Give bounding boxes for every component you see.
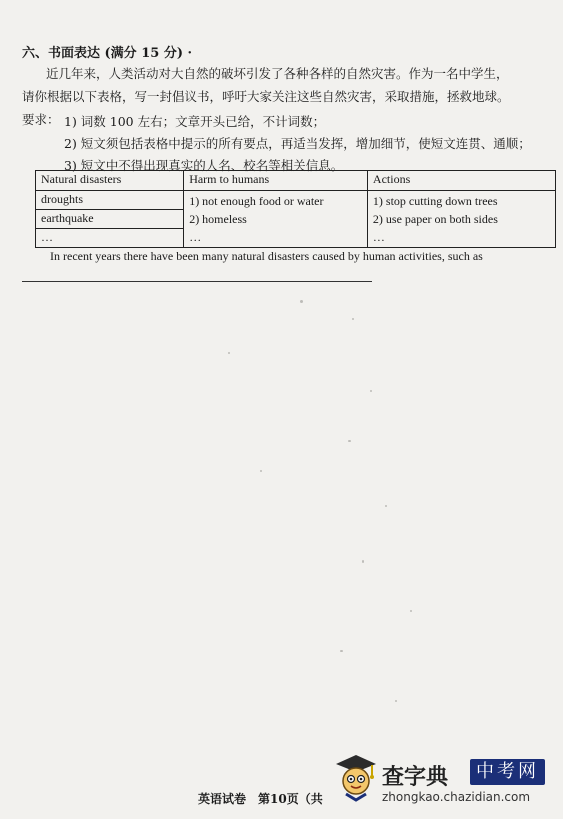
requirement-3: 3) 短文中不得出现真实的人名、校名等相关信息。 [64,158,344,173]
graduate-mascot-icon [332,752,380,802]
page-footer: 英语试卷 第10页（共 [198,792,323,806]
disaster-cell: earthquake [36,210,184,229]
writing-line [22,281,372,282]
header-actions: Actions [367,171,555,191]
action-item: … [372,230,385,244]
disaster-table [35,170,556,248]
action-cell [367,191,555,248]
action-item: 2) use paper on both sides [372,212,498,226]
action-item: 1) stop cutting down trees [372,194,498,208]
header-natural-disasters: Natural disasters [36,171,184,191]
essay-start: In recent years there have been many natural disasters caused by human activities, such as [50,249,483,263]
watermark-title: 查字典 [382,765,449,790]
intro-line-2: 请你根据以下表格，写一封倡议书，呼吁大家关注这些自然灾害，采取措施，拯救地球。 [22,89,510,104]
header-harm-to-humans: Harm to humans [184,171,368,191]
harm-item: … [189,230,202,244]
intro-line-1: 近几年来，人类活动对大自然的破坏引发了各种各样的自然灾害。作为一名中学生， [46,66,509,81]
requirement-1: 1) 词数 100 左右；文章开头已给，不计词数； [64,114,326,129]
requirement-2: 2) 短文须包括表格中提示的所有要点，再适当发挥，增加细节，使短文连贯、通顺； [64,136,531,151]
harm-cell [184,191,368,248]
disaster-cell: droughts [36,191,184,210]
table-row [36,191,556,210]
harm-item: 2) homeless [189,212,247,226]
disaster-cell: … [36,229,184,248]
harm-item: 1) not enough food or water [189,194,324,208]
requirements-label: 要求： [22,112,60,127]
watermark [332,752,557,808]
watermark-box: 中考网 [470,759,545,785]
watermark-url: zhongkao.chazidian.com [382,790,531,804]
table-header-row [36,171,556,191]
section-heading: 六、书面表达 (满分 15 分) · [22,46,193,61]
